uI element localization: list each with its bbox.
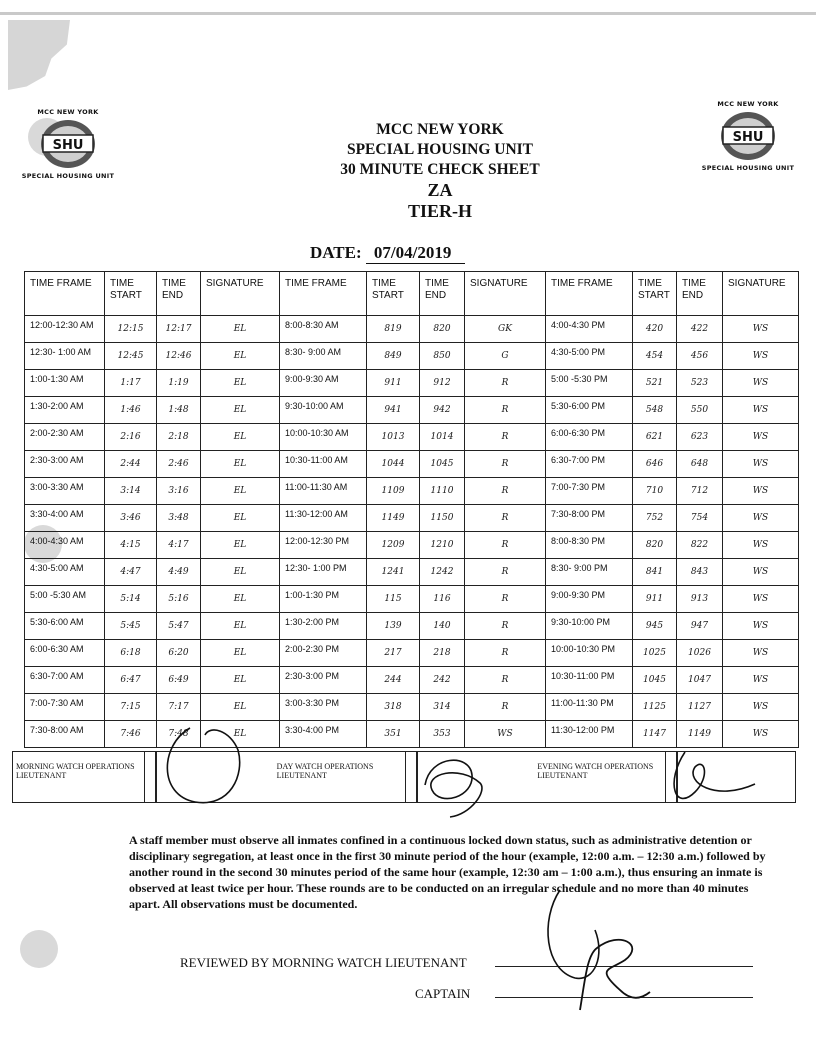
- time-end-cell: 1045: [420, 451, 465, 478]
- time-end-cell: 1210: [420, 532, 465, 559]
- header-line2: SPECIAL HOUSING UNIT: [346, 141, 534, 158]
- time-frame-cell: 1:00-1:30 AM: [25, 370, 105, 397]
- time-end-cell: 1047: [677, 667, 723, 694]
- time-end-cell: 6:49: [157, 667, 201, 694]
- time-end-cell: 754: [677, 505, 723, 532]
- signature-cell: WS: [723, 451, 799, 478]
- signature-cell: R: [465, 424, 546, 451]
- signature-cell: R: [465, 613, 546, 640]
- time-end-cell: 353: [420, 721, 465, 748]
- time-end-cell: 1110: [420, 478, 465, 505]
- time-frame-cell: 8:00-8:30 AM: [280, 316, 367, 343]
- time-start-cell: 1125: [633, 694, 677, 721]
- table-row: [25, 667, 799, 694]
- time-start-cell: 7:15: [105, 694, 157, 721]
- signature-cell: WS: [723, 532, 799, 559]
- date-value: 07/04/2019: [366, 243, 465, 264]
- emblem-text: SHU: [52, 138, 84, 153]
- time-end-cell: 140: [420, 613, 465, 640]
- table-row: [25, 370, 799, 397]
- time-end-cell: 712: [677, 478, 723, 505]
- time-end-cell: 1026: [677, 640, 723, 667]
- time-end-cell: 4:17: [157, 532, 201, 559]
- signature-cell: EL: [201, 667, 280, 694]
- table-row: [25, 505, 799, 532]
- time-end-cell: 1:48: [157, 397, 201, 424]
- time-end-cell: 12:46: [157, 343, 201, 370]
- time-start-cell: 819: [367, 316, 420, 343]
- time-end-cell: 456: [677, 343, 723, 370]
- morning-watch-label: MORNING WATCH OPERATIONS LIEUTENANT: [16, 762, 135, 780]
- signature-cell: WS: [723, 559, 799, 586]
- time-start-cell: 115: [367, 586, 420, 613]
- time-start-cell: 945: [633, 613, 677, 640]
- signature-cell: R: [465, 694, 546, 721]
- signature-cell: EL: [201, 397, 280, 424]
- time-start-cell: 5:14: [105, 586, 157, 613]
- morning-lieutenant-signature: [150, 720, 270, 815]
- time-end-cell: 7:48: [157, 721, 201, 748]
- time-end-cell: 4:49: [157, 559, 201, 586]
- signature-cell: EL: [201, 586, 280, 613]
- time-frame-cell: 12:00-12:30 PM: [280, 532, 367, 559]
- evening-watch-label: EVENING WATCH OPERATIONS LIEUTENANT: [537, 762, 654, 780]
- logo-top-text: MCC NEW YORK: [717, 100, 779, 108]
- policy-text: A staff member must observe all inmates confined in a continuous locked down status, such as administrative detention or disciplinary segregation, at least once in the first 30 minute period of the hour (example, 12:00 a.m. – 12:30 a.m.) followed by another round in the second 30 minutes period of the same hour (example, 12:30 am – 1:00 a.m.), thus ensuring an inmate is observed at least twice per hour. These rounds are to be conducted on an irregular schedule and no more than 40 minutes apart. All observations must be documented.: [129, 833, 766, 911]
- time-frame-cell: 7:00-7:30 PM: [546, 478, 633, 505]
- time-start-cell: 7:46: [105, 721, 157, 748]
- scan-artifact: [8, 20, 70, 90]
- time-end-cell: 1014: [420, 424, 465, 451]
- time-frame-cell: 11:00-11:30 PM: [546, 694, 633, 721]
- time-end-cell: 12:17: [157, 316, 201, 343]
- time-start-cell: 244: [367, 667, 420, 694]
- time-end-cell: 947: [677, 613, 723, 640]
- signature-cell: WS: [723, 316, 799, 343]
- time-end-cell: 623: [677, 424, 723, 451]
- time-end-cell: 1127: [677, 694, 723, 721]
- header-line3: 30 MINUTE CHECK SHEET: [340, 161, 540, 178]
- time-start-cell: 351: [367, 721, 420, 748]
- time-frame-cell: 7:00-7:30 AM: [25, 694, 105, 721]
- signature-cell: G: [465, 343, 546, 370]
- time-start-cell: 1:46: [105, 397, 157, 424]
- time-end-cell: 2:18: [157, 424, 201, 451]
- signature-cell: WS: [723, 343, 799, 370]
- time-start-cell: 1241: [367, 559, 420, 586]
- time-start-cell: 3:14: [105, 478, 157, 505]
- time-frame-cell: 5:30-6:00 AM: [25, 613, 105, 640]
- time-start-cell: 3:46: [105, 505, 157, 532]
- column-header: TIME START: [367, 272, 420, 316]
- column-header: TIME FRAME: [25, 272, 105, 316]
- time-start-cell: 1149: [367, 505, 420, 532]
- time-start-cell: 2:16: [105, 424, 157, 451]
- time-frame-cell: 3:00-3:30 PM: [280, 694, 367, 721]
- time-frame-cell: 12:30- 1:00 AM: [25, 343, 105, 370]
- column-header: SIGNATURE: [723, 272, 799, 316]
- time-start-cell: 621: [633, 424, 677, 451]
- time-end-cell: 1:19: [157, 370, 201, 397]
- time-start-cell: 911: [633, 586, 677, 613]
- signature-cell: WS: [723, 424, 799, 451]
- time-frame-cell: 7:30-8:00 AM: [25, 721, 105, 748]
- evening-lieutenant-signature: [655, 742, 765, 822]
- time-end-cell: 218: [420, 640, 465, 667]
- signature-cell: EL: [201, 370, 280, 397]
- time-end-cell: 912: [420, 370, 465, 397]
- time-frame-cell: 11:30-12:00 PM: [546, 721, 633, 748]
- check-table: [24, 271, 799, 748]
- column-header: SIGNATURE: [465, 272, 546, 316]
- signature-cell: EL: [201, 694, 280, 721]
- time-frame-cell: 1:30-2:00 AM: [25, 397, 105, 424]
- time-frame-cell: 12:00-12:30 AM: [25, 316, 105, 343]
- time-start-cell: 4:47: [105, 559, 157, 586]
- signature-cell: EL: [201, 451, 280, 478]
- date-field: [310, 243, 465, 264]
- time-end-cell: 523: [677, 370, 723, 397]
- signature-cell: R: [465, 451, 546, 478]
- signature-cell: EL: [201, 532, 280, 559]
- signature-cell: R: [465, 397, 546, 424]
- time-end-cell: 1150: [420, 505, 465, 532]
- column-header: TIME START: [633, 272, 677, 316]
- time-frame-cell: 10:30-11:00 AM: [280, 451, 367, 478]
- signature-cell: WS: [723, 721, 799, 748]
- time-start-cell: 1044: [367, 451, 420, 478]
- time-start-cell: 1147: [633, 721, 677, 748]
- time-frame-cell: 7:30-8:00 PM: [546, 505, 633, 532]
- time-end-cell: 7:17: [157, 694, 201, 721]
- time-end-cell: 314: [420, 694, 465, 721]
- table-row: [25, 397, 799, 424]
- logo-bottom-text: SPECIAL HOUSING UNIT: [21, 172, 115, 180]
- table-row: [25, 694, 799, 721]
- signature-cell: WS: [723, 586, 799, 613]
- time-frame-cell: 3:30-4:00 AM: [25, 505, 105, 532]
- time-start-cell: 820: [633, 532, 677, 559]
- shu-emblem-icon: [719, 110, 777, 162]
- time-start-cell: 4:15: [105, 532, 157, 559]
- time-start-cell: 911: [367, 370, 420, 397]
- table-row: [25, 586, 799, 613]
- signature-cell: WS: [723, 694, 799, 721]
- time-frame-cell: 10:00-10:30 PM: [546, 640, 633, 667]
- captain-signature: [525, 860, 665, 1020]
- time-end-cell: 6:20: [157, 640, 201, 667]
- time-frame-cell: 3:30-4:00 PM: [280, 721, 367, 748]
- logo-top-text: MCC NEW YORK: [37, 108, 99, 116]
- signature-cell: EL: [201, 721, 280, 748]
- time-end-cell: 850: [420, 343, 465, 370]
- time-start-cell: 6:18: [105, 640, 157, 667]
- table-row: [25, 478, 799, 505]
- time-frame-cell: 4:00-4:30 AM: [25, 532, 105, 559]
- time-frame-cell: 9:30-10:00 AM: [280, 397, 367, 424]
- punch-hole: [20, 930, 58, 968]
- column-header: TIME END: [420, 272, 465, 316]
- time-frame-cell: 4:30-5:00 AM: [25, 559, 105, 586]
- time-frame-cell: 1:30-2:00 PM: [280, 613, 367, 640]
- signature-cell: R: [465, 505, 546, 532]
- signature-cell: R: [465, 559, 546, 586]
- time-start-cell: 2:44: [105, 451, 157, 478]
- header-line1: MCC NEW YORK: [376, 121, 504, 138]
- table-row: [25, 640, 799, 667]
- column-header: TIME END: [157, 272, 201, 316]
- time-frame-cell: 9:00-9:30 PM: [546, 586, 633, 613]
- logo-bottom-text: SPECIAL HOUSING UNIT: [701, 164, 795, 172]
- time-end-cell: 550: [677, 397, 723, 424]
- shu-emblem-icon: [39, 118, 97, 170]
- time-frame-cell: 9:30-10:00 PM: [546, 613, 633, 640]
- day-lieutenant-signature: [410, 745, 500, 825]
- time-frame-cell: 9:00-9:30 AM: [280, 370, 367, 397]
- time-end-cell: 843: [677, 559, 723, 586]
- captain-label: CAPTAIN: [415, 986, 471, 1001]
- time-start-cell: 420: [633, 316, 677, 343]
- time-start-cell: 318: [367, 694, 420, 721]
- signature-cell: EL: [201, 316, 280, 343]
- time-start-cell: 5:45: [105, 613, 157, 640]
- time-frame-cell: 6:30-7:00 PM: [546, 451, 633, 478]
- time-frame-cell: 2:30-3:00 PM: [280, 667, 367, 694]
- table-row: [25, 451, 799, 478]
- time-frame-cell: 5:00 -5:30 AM: [25, 586, 105, 613]
- time-frame-cell: 1:00-1:30 PM: [280, 586, 367, 613]
- signature-cell: EL: [201, 343, 280, 370]
- time-end-cell: 3:48: [157, 505, 201, 532]
- signature-cell: EL: [201, 478, 280, 505]
- signature-cell: WS: [723, 397, 799, 424]
- time-frame-cell: 8:00-8:30 PM: [546, 532, 633, 559]
- time-frame-cell: 4:00-4:30 PM: [546, 316, 633, 343]
- time-end-cell: 3:16: [157, 478, 201, 505]
- time-frame-cell: 2:30-3:00 AM: [25, 451, 105, 478]
- time-frame-cell: 8:30- 9:00 AM: [280, 343, 367, 370]
- signature-cell: WS: [723, 478, 799, 505]
- column-header: SIGNATURE: [201, 272, 280, 316]
- table-row: [25, 424, 799, 451]
- table-row: [25, 532, 799, 559]
- signature-cell: R: [465, 370, 546, 397]
- time-frame-cell: 11:00-11:30 AM: [280, 478, 367, 505]
- time-frame-cell: 4:30-5:00 PM: [546, 343, 633, 370]
- column-header: TIME FRAME: [280, 272, 367, 316]
- time-end-cell: 5:47: [157, 613, 201, 640]
- time-end-cell: 2:46: [157, 451, 201, 478]
- date-label: DATE:: [310, 243, 362, 262]
- time-end-cell: 422: [677, 316, 723, 343]
- time-end-cell: 942: [420, 397, 465, 424]
- time-end-cell: 5:16: [157, 586, 201, 613]
- time-end-cell: 648: [677, 451, 723, 478]
- time-frame-cell: 2:00-2:30 PM: [280, 640, 367, 667]
- signature-cell: WS: [723, 640, 799, 667]
- time-start-cell: 1025: [633, 640, 677, 667]
- signature-cell: EL: [201, 505, 280, 532]
- time-start-cell: 941: [367, 397, 420, 424]
- signature-cell: WS: [723, 613, 799, 640]
- time-frame-cell: 6:30-7:00 AM: [25, 667, 105, 694]
- time-start-cell: 1209: [367, 532, 420, 559]
- time-start-cell: 521: [633, 370, 677, 397]
- time-frame-cell: 12:30- 1:00 PM: [280, 559, 367, 586]
- time-start-cell: 1:17: [105, 370, 157, 397]
- emblem-text: SHU: [732, 130, 764, 145]
- time-start-cell: 849: [367, 343, 420, 370]
- time-start-cell: 6:47: [105, 667, 157, 694]
- signature-cell: R: [465, 667, 546, 694]
- time-start-cell: 1013: [367, 424, 420, 451]
- column-header: TIME END: [677, 272, 723, 316]
- time-end-cell: 820: [420, 316, 465, 343]
- time-frame-cell: 5:30-6:00 PM: [546, 397, 633, 424]
- reviewed-label: REVIEWED BY MORNING WATCH LIEUTENANT: [180, 955, 467, 970]
- time-start-cell: 454: [633, 343, 677, 370]
- day-watch-label: DAY WATCH OPERATIONS LIEUTENANT: [276, 762, 374, 780]
- time-frame-cell: 2:00-2:30 AM: [25, 424, 105, 451]
- time-start-cell: 12:45: [105, 343, 157, 370]
- signature-cell: WS: [723, 370, 799, 397]
- time-end-cell: 116: [420, 586, 465, 613]
- table-row: [25, 613, 799, 640]
- table-row: [25, 316, 799, 343]
- signature-cell: GK: [465, 316, 546, 343]
- signature-cell: R: [465, 532, 546, 559]
- signature-cell: EL: [201, 613, 280, 640]
- time-end-cell: 1149: [677, 721, 723, 748]
- signature-cell: WS: [723, 667, 799, 694]
- table-row: [25, 559, 799, 586]
- header-unit: ZA: [427, 180, 453, 200]
- table-row: [25, 343, 799, 370]
- signature-cell: R: [465, 478, 546, 505]
- time-frame-cell: 10:00-10:30 AM: [280, 424, 367, 451]
- column-header: TIME FRAME: [546, 272, 633, 316]
- time-frame-cell: 10:30-11:00 PM: [546, 667, 633, 694]
- scan-top-edge: [0, 12, 816, 15]
- time-start-cell: 1045: [633, 667, 677, 694]
- logo-left: [20, 108, 116, 180]
- time-start-cell: 841: [633, 559, 677, 586]
- signature-cell: WS: [723, 505, 799, 532]
- time-end-cell: 913: [677, 586, 723, 613]
- time-start-cell: 12:15: [105, 316, 157, 343]
- time-start-cell: 548: [633, 397, 677, 424]
- time-frame-cell: 8:30- 9:00 PM: [546, 559, 633, 586]
- time-end-cell: 822: [677, 532, 723, 559]
- signature-cell: R: [465, 586, 546, 613]
- table-header-row: [25, 272, 799, 316]
- time-frame-cell: 5:00 -5:30 PM: [546, 370, 633, 397]
- column-header: TIME START: [105, 272, 157, 316]
- time-frame-cell: 6:00-6:30 PM: [546, 424, 633, 451]
- time-end-cell: 1242: [420, 559, 465, 586]
- time-end-cell: 242: [420, 667, 465, 694]
- time-start-cell: 1109: [367, 478, 420, 505]
- time-start-cell: 139: [367, 613, 420, 640]
- time-start-cell: 710: [633, 478, 677, 505]
- signature-cell: EL: [201, 559, 280, 586]
- time-frame-cell: 6:00-6:30 AM: [25, 640, 105, 667]
- time-frame-cell: 3:00-3:30 AM: [25, 478, 105, 505]
- signature-cell: EL: [201, 640, 280, 667]
- time-start-cell: 752: [633, 505, 677, 532]
- logo-right: [700, 100, 796, 172]
- header-tier: TIER-H: [407, 201, 472, 221]
- signature-cell: R: [465, 640, 546, 667]
- time-frame-cell: 11:30-12:00 AM: [280, 505, 367, 532]
- time-start-cell: 646: [633, 451, 677, 478]
- document-header: [240, 120, 640, 222]
- signature-cell: WS: [465, 721, 546, 748]
- signature-cell: EL: [201, 424, 280, 451]
- time-start-cell: 217: [367, 640, 420, 667]
